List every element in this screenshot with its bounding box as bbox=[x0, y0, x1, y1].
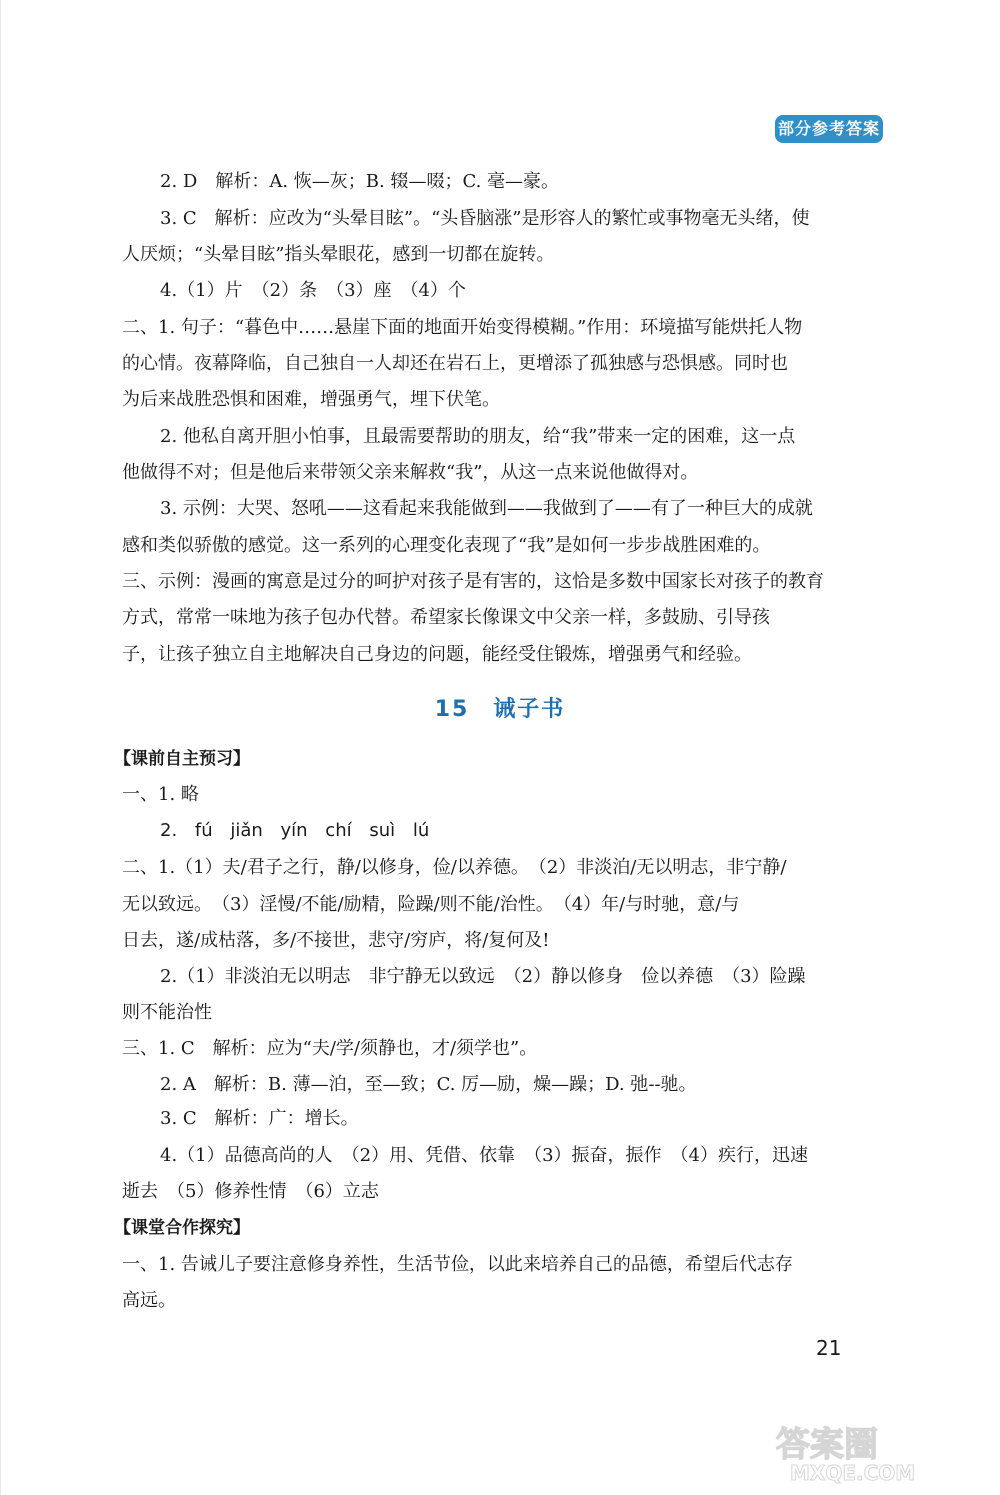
watermark-domain: MXQE.COM bbox=[790, 1461, 916, 1484]
section-heading: 【课堂合作探究】 bbox=[114, 1218, 250, 1238]
answer-line: 子，让孩子独立自主地解决自己身边的问题，能经受住锻炼，增强勇气和经验。 bbox=[122, 644, 752, 665]
answer-line: 日去，遂/成枯落，多/不接世，悲守/穷庐，将/复何及! bbox=[122, 930, 550, 951]
answer-line: 逝去 （5）修养性情 （6）立志 bbox=[122, 1181, 379, 1202]
answer-line: 2. D 解析：A. 恢—灰；B. 辍—啜；C. 毫—豪。 bbox=[160, 171, 560, 192]
answer-line: 3. C 解析：应改为“头晕目眩”。“头昏脑涨”是形容人的繁忙或事物毫无头绪，使 bbox=[160, 208, 810, 229]
answer-line: 二、1.（1）夫/君子之行，静/以修身，俭/以养德。 （2）非淡泊/无以明志，非宁静/ bbox=[122, 857, 787, 878]
answer-line: 的心情。夜幕降临，自己独自一人却还在岩石上，更增添了孤独感与恐惧感。同时也 bbox=[122, 353, 788, 374]
answer-line: 为后来战胜恐惧和困难，增强勇气，埋下伏笔。 bbox=[122, 389, 500, 410]
answer-line: 一、1. 告诫儿子要注意修身养性，生活节俭，以此来培养自己的品德，希望后代志存 bbox=[122, 1254, 793, 1275]
answer-line: 二、1. 句子：“暮色中……悬崖下面的地面开始变得模糊。”作用：环境描写能烘托人物 bbox=[122, 317, 803, 338]
answer-line: 3. 示例：大哭、怒吼——这看起来我能做到——我做到了——有了一种巨大的成就 bbox=[160, 498, 813, 519]
answer-line: 感和类似骄傲的感觉。这一系列的心理变化表现了“我”是如何一步步战胜困难的。 bbox=[122, 535, 771, 556]
page-edge bbox=[0, 0, 1, 1495]
watermark-main: 答案圈 bbox=[776, 1425, 878, 1465]
answer-line: 一、1. 略 bbox=[122, 784, 199, 805]
page-number: 21 bbox=[816, 1336, 842, 1360]
answer-line: 人厌烦；“头晕目眩”指头晕眼花，感到一切都在旋转。 bbox=[122, 244, 555, 265]
answer-line: 4.（1）品德高尚的人 （2）用、凭借、依靠 （3）振奋，振作 （4）疾行，迅速 bbox=[160, 1145, 808, 1166]
answer-line: 2.（1）非淡泊无以明志 非宁静无以致远 （2）静以修身 俭以养德 （3）险躁 bbox=[160, 966, 806, 987]
answer-line: 3. C 解析：广：增长。 bbox=[160, 1108, 359, 1129]
pinyin-line: 2. fú jiǎn yín chí suì lú bbox=[160, 820, 430, 841]
answer-line: 则不能治性 bbox=[122, 1002, 212, 1023]
answer-line: 方式，常常一味地为孩子包办代替。希望家长像课文中父亲一样，多鼓励、引导孩 bbox=[122, 607, 770, 628]
answer-line: 无以致远。 （3）淫慢/不能/励精，险躁/则不能/治性。 （4）年/与时驰，意/与 bbox=[122, 894, 740, 915]
watermark-logo bbox=[770, 1418, 985, 1484]
answer-line: 2. A 解析：B. 薄—泊，至—致；C. 厉—励，燥—躁；D. 弛--驰。 bbox=[160, 1074, 697, 1095]
answer-line: 三、示例：漫画的寓意是过分的呵护对孩子是有害的，这恰是多数中国家长对孩子的教育 bbox=[122, 571, 824, 592]
answer-line: 他做得不对；但是他后来带领父亲来解救“我”，从这一点来说他做得对。 bbox=[122, 462, 699, 483]
answer-line: 2. 他私自离开胆小怕事，且最需要帮助的朋友，给“我”带来一定的困难，这一点 bbox=[160, 426, 796, 447]
section-heading: 【课前自主预习】 bbox=[114, 749, 250, 769]
lesson-title: 15 诫子书 bbox=[434, 697, 566, 722]
answer-line: 三、1. C 解析：应为“夫/学/须静也，才/须学也”。 bbox=[122, 1038, 538, 1059]
section-tag: 部分参考答案 bbox=[775, 115, 883, 143]
answer-line: 高远。 bbox=[122, 1290, 176, 1311]
answer-line: 4.（1）片 （2）条 （3）座 （4）个 bbox=[160, 280, 466, 301]
